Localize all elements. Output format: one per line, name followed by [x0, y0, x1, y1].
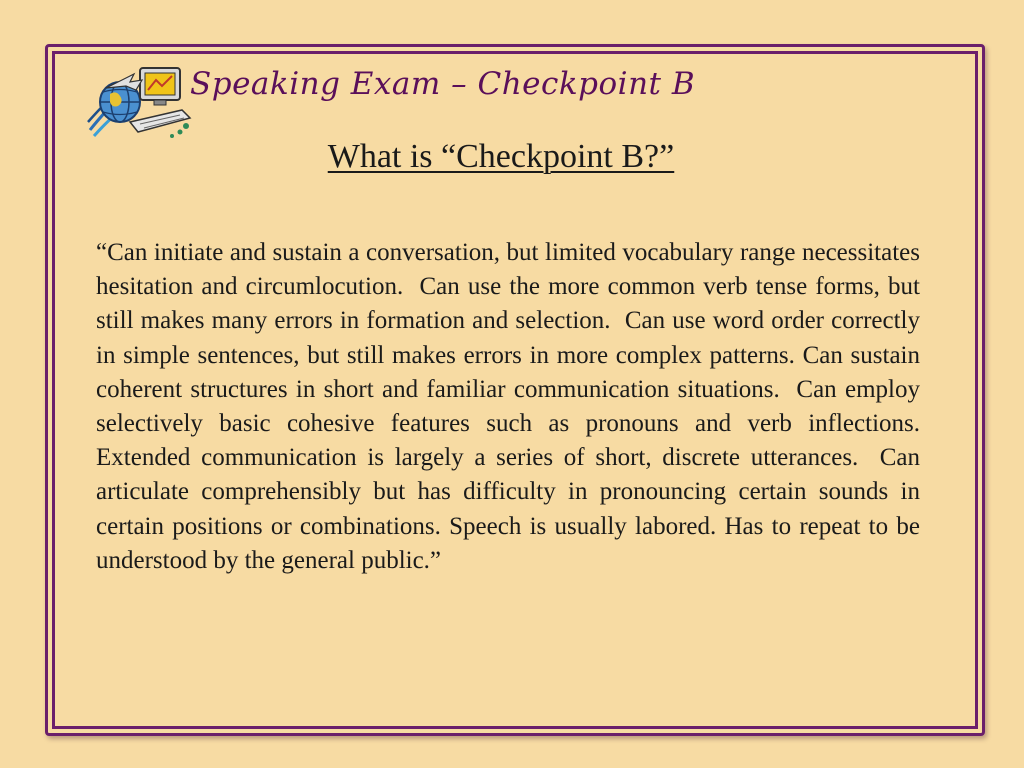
computer-globe-clipart-icon — [86, 60, 194, 140]
slide-subtitle: What is “Checkpoint B?” — [327, 138, 675, 175]
slide-body-text: “Can initiate and sustain a conversation, but limited vocabulary range necessitates hesitation and circumlocution. Can use the more common verb tense forms, but still makes many errors in formation and selection. Can use word order correctly in simple sentences, but still makes errors in more complex patterns. Can sustain coherent structures in short and familiar communication situations. Can employ selectively basic cohesive features such as pronouns and verb inflections. Extended communication is largely a series of short, discrete utterances. Can articulate comprehensibly but has difficulty in pronouncing certain sounds in certain positions or combinations. Speech is usually labored. Has to repeat to be understood by the general public.” — [96, 239, 927, 574]
slide-title: Speaking Exam – Checkpoint B — [190, 66, 696, 102]
